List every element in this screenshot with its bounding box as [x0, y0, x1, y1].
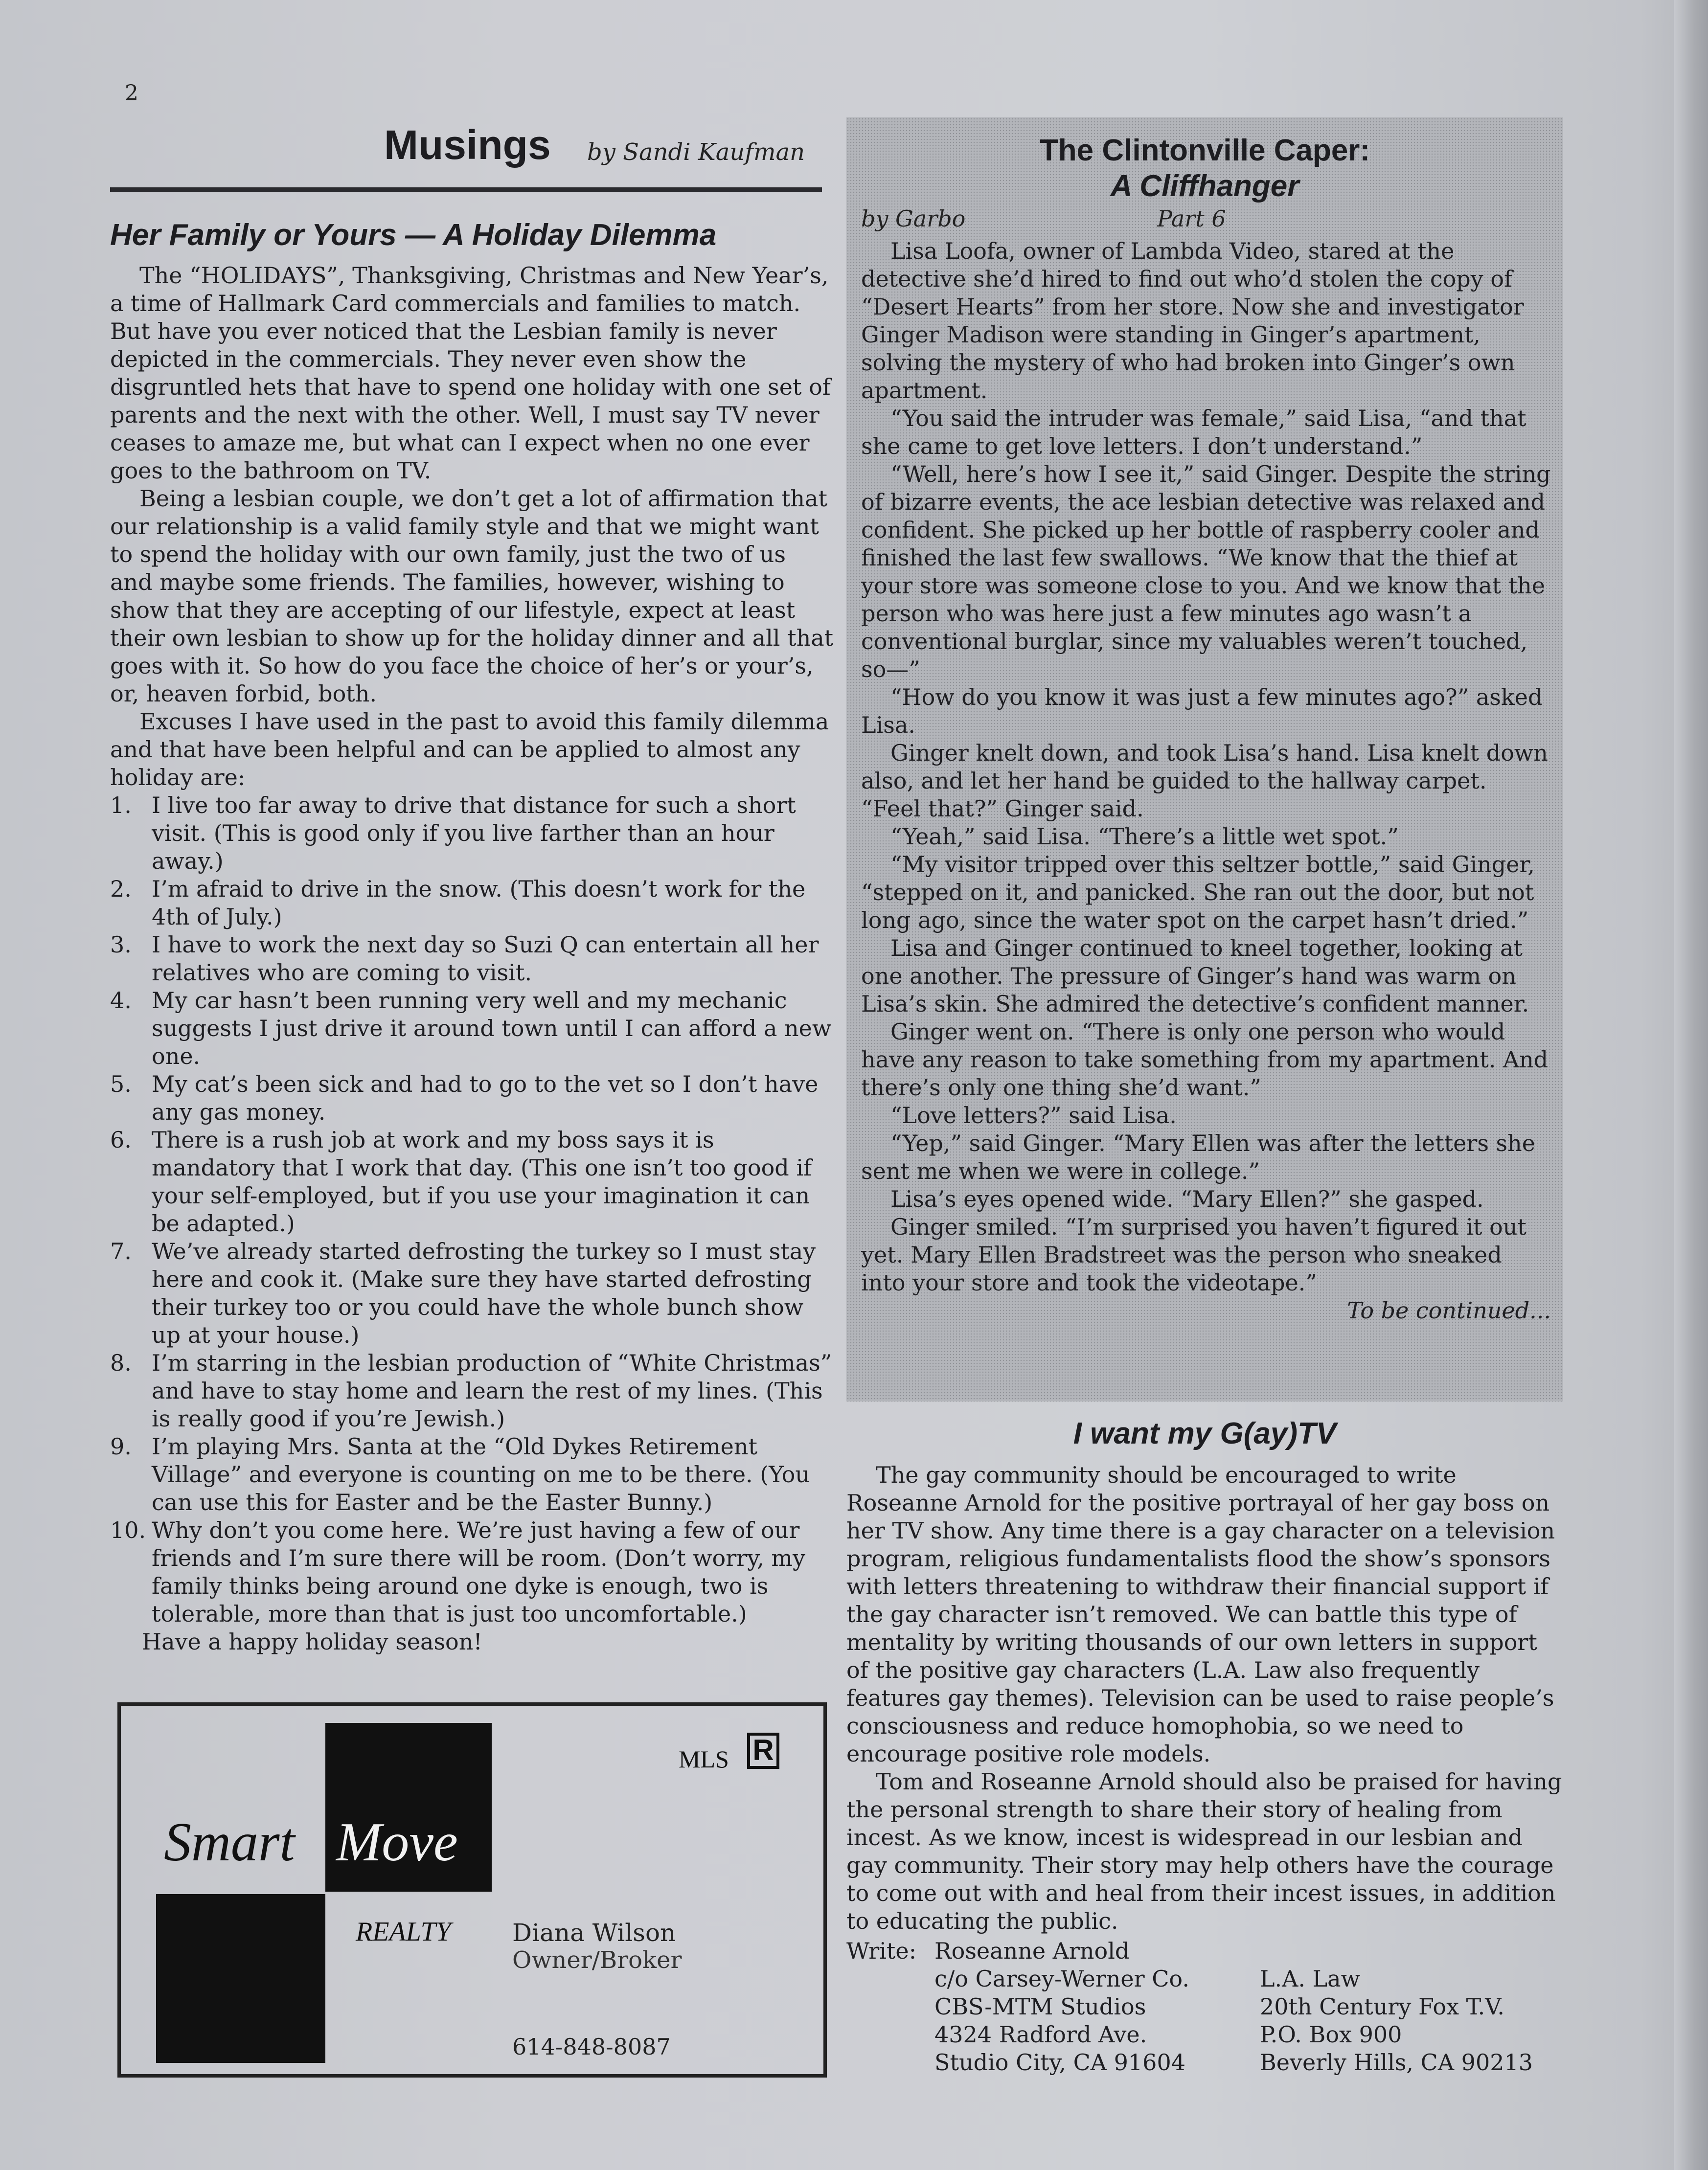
list-text: I live too far away to drive that distance for such a short visit. (This is good only if you live farther than an hour away.) [152, 792, 796, 874]
list-text: We’ve already started defrosting the turkey so I must stay here and cook it. (Make sure they have started defrosting their turkey too or you could have the whole bunch show up at your house.) [152, 1238, 816, 1348]
caper-title: The Clintonville Caper: [1039, 134, 1370, 167]
ad-agent-role: Owner/Broker [512, 1946, 682, 1974]
caper-part: Part 6 [1157, 205, 1226, 232]
paragraph: “You said the intruder was female,” said Lisa, “and that she came to get love letters. I don’t understand.” [861, 405, 1526, 459]
address-la-law [1260, 1965, 1533, 2077]
list-item [110, 1070, 834, 1126]
excuse-list [110, 791, 834, 1628]
address-line: CBS-MTM Studios [934, 1993, 1146, 2020]
paragraph: Ginger went on. “There is only one person who would have any reason to take something from my apartment. And there’s only one thing she’d want.” [861, 1018, 1549, 1101]
section-title: Musings [384, 122, 551, 168]
paragraph: Excuses I have used in the past to avoid this family dilemma and that have been helpful and can be applied to almost any holiday are: [110, 708, 829, 791]
page-number: 2 [125, 81, 138, 106]
caper-shaded-box [846, 117, 1563, 1401]
list-number: 2. [110, 876, 132, 902]
paragraph: The gay community should be encouraged to write Roseanne Arnold for the positive portrayal of her gay boss on her TV show. Any time there is a gay character on a television program, religious fundamentalists flood the show’s sponsors with letters threatening to withdraw their financial support if the gay character isn’t removed. We can battle this type of mentality by writing thousands of our own letters in support of the positive gay characters (L.A. Law also frequently features gay themes). Television can be used to raise people’s consciousness and reduce homophobia, so we need to encourage positive role models. [846, 1462, 1555, 1767]
list-text: There is a rush job at work and my boss says it is mandatory that I work that day. (This one isn’t too good if your self-employed, but if you use your imagination it can be adapted.) [152, 1127, 812, 1237]
list-item [110, 1349, 834, 1433]
realtor-r-icon: R [747, 1733, 779, 1769]
list-item [110, 875, 834, 931]
closing-line: Have a happy holiday season! [142, 1628, 482, 1655]
ad-brand-word-move: Move [336, 1812, 458, 1873]
list-number: 10. [110, 1517, 146, 1543]
paragraph: “Yep,” said Ginger. “Mary Ellen was after the letters she sent me when we were in college.” [861, 1130, 1536, 1184]
paragraph: Lisa’s eyes opened wide. “Mary Ellen?” she gasped. [890, 1186, 1484, 1212]
musings-header [110, 121, 822, 192]
list-text: I’m afraid to drive in the snow. (This doesn’t work for the 4th of July.) [152, 876, 806, 930]
ad-phone: 614-848-8087 [512, 2034, 671, 2060]
address-line: L.A. Law [1260, 1966, 1360, 1992]
list-text: My car hasn’t been running very well and my mechanic suggests I just drive it around town until I can afford a new one. [152, 987, 832, 1069]
list-item [110, 1433, 834, 1516]
continued-note: To be continued... [1347, 1297, 1551, 1324]
ad-realty-label: REALTY [356, 1917, 451, 1947]
address-line: P.O. Box 900 [1260, 2021, 1402, 2048]
page-edge [1674, 0, 1708, 2170]
list-number: 9. [110, 1433, 132, 1460]
list-text: My cat’s been sick and had to go to the vet so I don’t have any gas money. [152, 1071, 819, 1125]
caper-subtitle: A Cliffhanger [1110, 169, 1299, 203]
address-line: Studio City, CA 91604 [934, 2049, 1185, 2076]
list-text: I’m playing Mrs. Santa at the “Old Dykes Retirement Village” and everyone is counting on me to be there. (You can use this for Easter and be the Easter Bunny.) [152, 1433, 810, 1515]
list-item [110, 791, 834, 875]
list-number: 8. [110, 1350, 132, 1376]
paragraph: “My visitor tripped over this seltzer bottle,” said Ginger, “stepped on it, and panicked. She ran out the door, but not long ago, since the water spot on the carpet hasn’t dried.” [861, 851, 1535, 933]
address-line: Roseanne Arnold [934, 1938, 1130, 1964]
paragraph: Lisa Loofa, owner of Lambda Video, stared at the detective she’d hired to find out who’d stolen the copy of “Desert Hearts” from her store. Now she and investigator Ginger Madison were standing in Ginger’s apartment, solving the mystery of who had broken into Ginger’s own apartment. [861, 238, 1524, 404]
paragraph: “Well, here’s how I see it,” said Ginger. Despite the string of bizarre events, the ace lesbian detective was relaxed and confident. She picked up her bottle of raspberry cooler and finished the last few swallows. “We know that the thief at your store was someone close to you. And we know that the person who was here just a few minutes ago wasn’t a conventional burglar, since my valuables weren’t touched, so—” [861, 461, 1551, 682]
list-number: 3. [110, 931, 132, 958]
list-text: I’m starring in the lesbian production of “White Christmas” and have to stay home and learn the rest of my lines. (This is really good if you’re Jewish.) [152, 1350, 832, 1432]
list-item [110, 1238, 834, 1349]
list-item [110, 987, 834, 1070]
caper-byline: by Garbo [861, 205, 966, 232]
list-item [110, 1516, 834, 1628]
list-item [110, 1126, 834, 1238]
paragraph: “Yeah,” said Lisa. “There’s a little wet spot.” [890, 823, 1399, 850]
paragraph: The “HOLIDAYS”, Thanksgiving, Christmas and New Year’s, a time of Hallmark Card commercials and families to match. But have you ever noticed that the Lesbian family is never depicted in the commercials. They never even show the disgruntled hets that have to spend one holiday with one set of parents and the next with the other. Well, I must say TV never ceases to amaze me, but what can I expect when no one ever goes to the bathroom on TV. [110, 262, 831, 484]
list-number: 1. [110, 792, 132, 818]
paragraph: Tom and Roseanne Arnold should also be praised for having the personal strength to share their story of healing from incest. As we know, incest is widespread in our lesbian and gay community. Their story may help others have the courage to come out with and heal from their incest issues, in addition to educating the public. [846, 1768, 1562, 1934]
ad-black-block-bottom [156, 1894, 325, 2063]
section-byline: by Sandi Kaufman [587, 138, 805, 166]
smart-move-ad [117, 1702, 827, 2078]
list-number: 5. [110, 1071, 132, 1097]
address-line: Beverly Hills, CA 90213 [1260, 2049, 1533, 2076]
article-title-holiday: Her Family or Yours — A Holiday Dilemma [110, 218, 717, 252]
article-body-holiday [110, 262, 834, 1656]
list-number: 7. [110, 1238, 132, 1265]
paragraph: Ginger knelt down, and took Lisa’s hand. Lisa knelt down also, and let her hand be guided to the hallway carpet. “Feel that?” Ginger said. [861, 740, 1548, 822]
paragraph: “How do you know it was just a few minutes ago?” asked Lisa. [861, 684, 1543, 738]
address-line: 20th Century Fox T.V. [1260, 1993, 1505, 2020]
list-item [110, 931, 834, 987]
ad-brand-word-smart: Smart [164, 1812, 295, 1873]
article-title-gaytv: I want my G(ay)TV [1073, 1417, 1337, 1450]
ad-agent-name: Diana Wilson [512, 1919, 676, 1947]
ad-mls-label: MLS [679, 1745, 729, 1773]
list-number: 6. [110, 1127, 132, 1153]
paragraph: “Love letters?” said Lisa. [890, 1102, 1177, 1129]
list-number: 4. [110, 987, 132, 1014]
address-roseanne [934, 1937, 1189, 2077]
address-line: 4324 Radford Ave. [934, 2021, 1147, 2048]
list-text: Why don’t you come here. We’re just having a few of our friends and I’m sure there will be room. (Don’t worry, my family thinks being around one dyke is enough, two is tolerable, more than that is just too uncomfortable.) [152, 1517, 805, 1627]
paragraph: Being a lesbian couple, we don’t get a lot of affirmation that our relationship is a valid family style and that we might want to spend the holiday with our own family, just the two of us and maybe some friends. The families, however, wishing to show that they are accepting of our lifestyle, expect at least their own lesbian to show up for the holiday dinner and all that goes with it. So how do you face the choice of her’s or your’s, or, heaven forbid, both. [110, 485, 834, 707]
article-body-gaytv [846, 1461, 1563, 1935]
caper-body [861, 237, 1551, 1325]
list-text: I have to work the next day so Suzi Q can entertain all her relatives who are coming to visit. [152, 931, 819, 986]
write-label: Write: [846, 1938, 917, 1964]
paragraph: Ginger smiled. “I’m surprised you haven’t figured it out yet. Mary Ellen Bradstreet was the person who sneaked into your store and took the videotape.” [861, 1214, 1526, 1296]
address-line: c/o Carsey-Werner Co. [934, 1966, 1189, 1992]
mailing-addresses [846, 1937, 1563, 2094]
paragraph: Lisa and Ginger continued to kneel together, looking at one another. The pressure of Ginger’s hand was warm on Lisa’s skin. She admired the detective’s confident manner. [861, 935, 1529, 1017]
